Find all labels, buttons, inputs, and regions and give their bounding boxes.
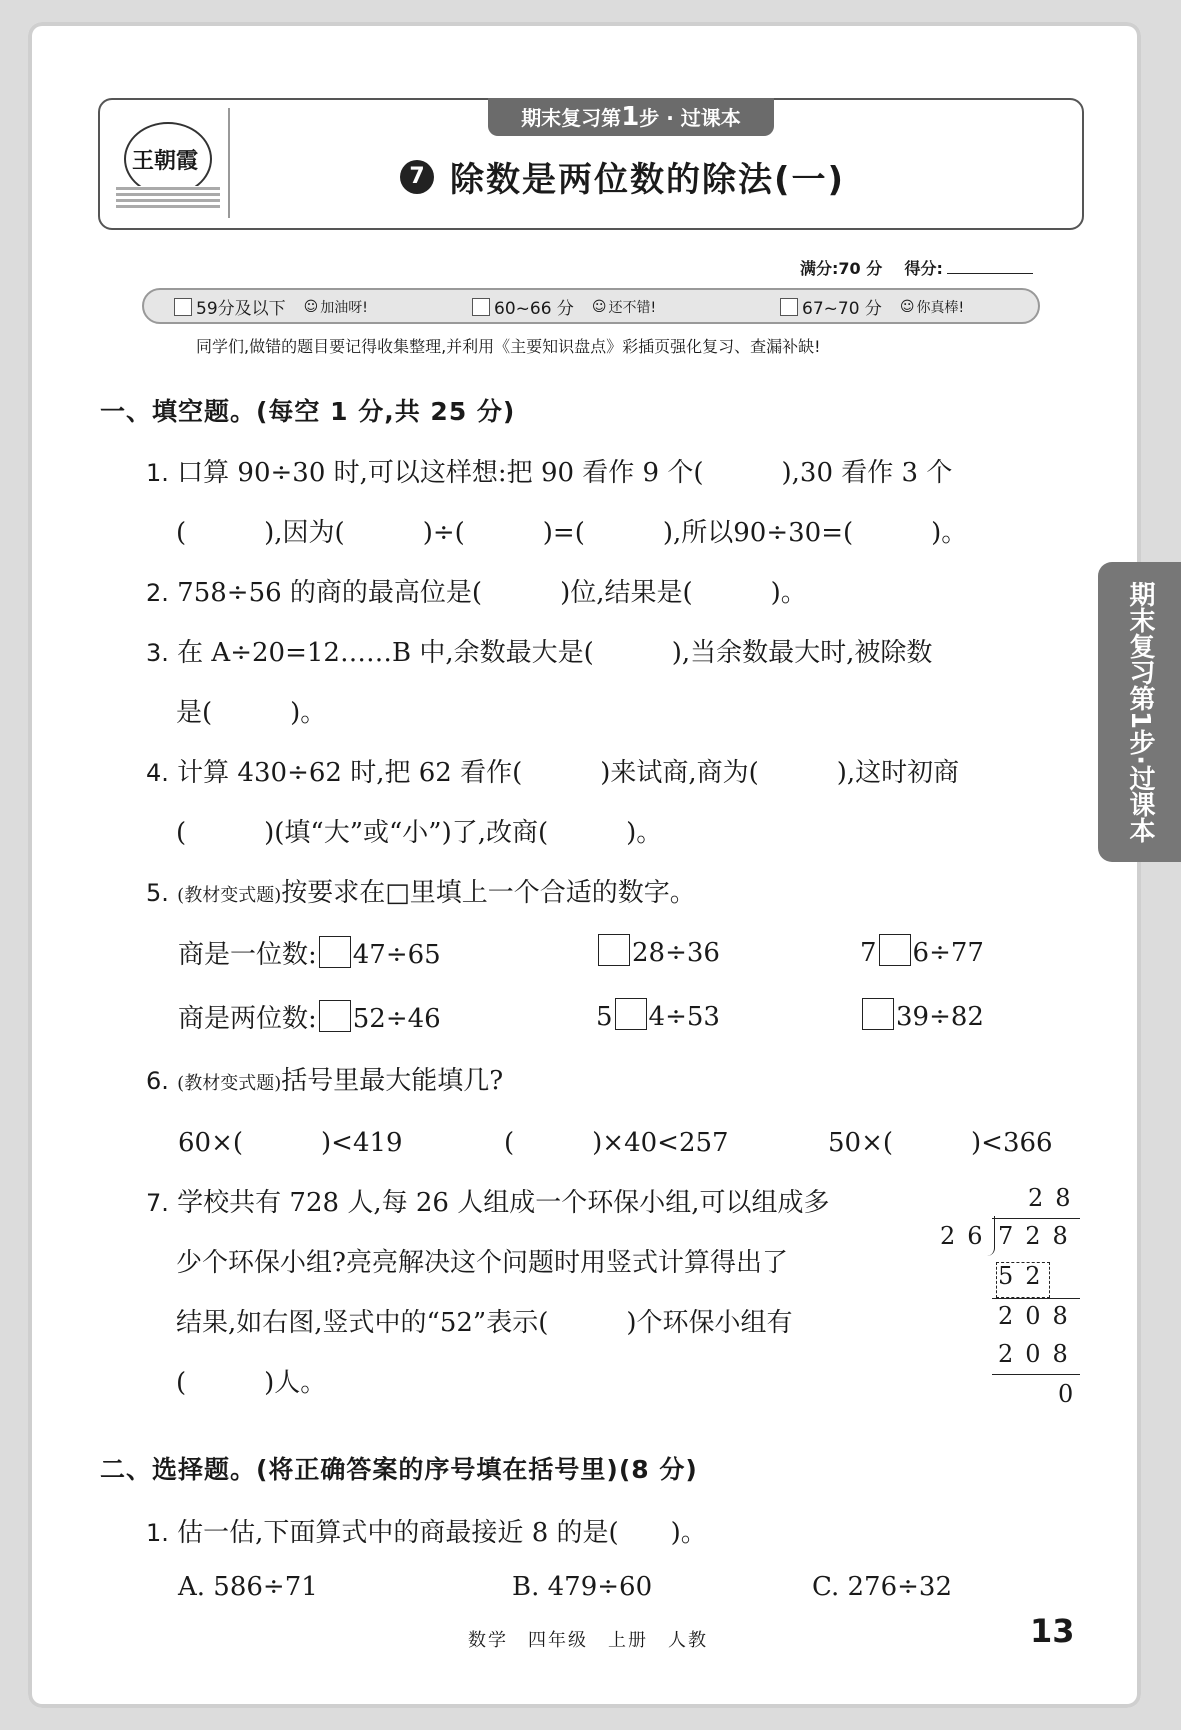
score-blank[interactable]: [947, 273, 1033, 274]
digit-prefix: 7: [860, 938, 877, 968]
rating-range: 67~70 分: [802, 299, 882, 319]
question-7-line-2: 少个环保小组?亮亮解决这个问题时用竖式计算得出了: [176, 1248, 788, 1278]
ld-line-2: [992, 1374, 1080, 1375]
ld-step-1: 52: [998, 1262, 1053, 1290]
row-label: 商是一位数:: [178, 940, 317, 970]
side-tab: 期末复习第1步·过课本: [1098, 562, 1181, 862]
question-7-line-4: ( )人。: [176, 1368, 327, 1398]
q6-item-2: ( )×40<257: [504, 1128, 729, 1158]
digit-prefix: 5: [596, 1002, 613, 1032]
rating-bar: [142, 288, 1040, 324]
full-score: 满分:70 分: [800, 259, 883, 278]
question-tag: (教材变式题): [177, 885, 282, 906]
digit-box[interactable]: [615, 998, 647, 1030]
rating-item: [780, 294, 964, 319]
page-number: 13: [1030, 1612, 1075, 1650]
question-text: 括号里最大能填几?: [281, 1066, 504, 1096]
question-5: [146, 872, 696, 909]
score-line: [800, 256, 1033, 279]
step-tab: [488, 98, 774, 136]
division-expr: 39÷82: [896, 1002, 984, 1032]
question-7-line-1: [146, 1182, 829, 1219]
question-number: 3.: [146, 639, 169, 667]
question-7-line-3: 结果,如右图,竖式中的“52”表示( )个环保小组有: [176, 1308, 793, 1338]
chapter-number-badge: 7: [400, 160, 434, 194]
rating-checkbox[interactable]: [472, 298, 490, 316]
q5-row-2: [178, 998, 441, 1035]
row-label: 商是两位数:: [178, 1004, 317, 1034]
question-number: 7.: [146, 1189, 169, 1217]
question-text: 计算 430÷62 时,把 62 看作( )来试商,商为( ),这时初商: [177, 758, 960, 788]
section-title-choice: 二、选择题。(将正确答案的序号填在括号里)(8 分): [100, 1455, 698, 1484]
question-number: 1.: [146, 459, 169, 487]
ld-dividend: 728: [998, 1222, 1080, 1250]
rating-range: 60~66 分: [494, 299, 574, 319]
ld-quotient: 28: [1028, 1184, 1083, 1212]
score-label: 得分:: [904, 259, 943, 278]
q5-row-1-item-2: [596, 934, 720, 968]
rating-item: [472, 294, 656, 319]
question-number: 5.: [146, 879, 169, 907]
step-number: 1: [621, 102, 640, 132]
ld-bracket: [986, 1216, 995, 1256]
question-text: 估一估,下面算式中的商最接近 8 的是( )。: [177, 1518, 707, 1548]
division-expr: 4÷53: [648, 1002, 720, 1032]
q5-row-2-item-3: [860, 998, 984, 1032]
rating-mood: 加油呀!: [320, 299, 368, 316]
q5-row-1: [178, 934, 441, 971]
division-expr: 6÷77: [912, 938, 984, 968]
rating-mood: 还不错!: [608, 299, 657, 316]
rating-range: 59分及以下: [196, 299, 286, 319]
question-tag: (教材变式题): [177, 1073, 282, 1094]
ld-line-1: [992, 1298, 1080, 1299]
chapter-title-text: 除数是两位数的除法(一): [450, 160, 846, 200]
option-a[interactable]: A. 586÷71: [178, 1572, 318, 1602]
question-4-line-2: ( )(填“大”或“小”)了,改商( )。: [176, 818, 663, 848]
ld-step-2: 208: [998, 1340, 1080, 1368]
rating-item: [174, 294, 368, 319]
ld-divisor: 26: [940, 1222, 995, 1250]
question-3-line-1: [146, 632, 932, 669]
option-c[interactable]: C. 276÷32: [812, 1572, 952, 1602]
ld-remainder-1: 208: [998, 1302, 1080, 1330]
question-text: 口算 90÷30 时,可以这样想:把 90 看作 9 个( ),30 看作 3 个: [177, 458, 953, 488]
question-2: [146, 572, 807, 609]
digit-box[interactable]: [319, 936, 351, 968]
question-6: [146, 1060, 503, 1097]
option-b[interactable]: B. 479÷60: [512, 1572, 653, 1602]
ld-bar: [992, 1218, 1080, 1219]
division-expr: 47÷65: [352, 940, 441, 970]
question-text: 按要求在□里填上一个合适的数字。: [281, 878, 696, 908]
division-expr: 52÷46: [352, 1004, 441, 1034]
step-label: 期末复习第: [521, 106, 622, 130]
rating-checkbox[interactable]: [780, 298, 798, 316]
rating-checkbox[interactable]: [174, 298, 192, 316]
digit-box[interactable]: [862, 998, 894, 1030]
question-text: 学校共有 728 人,每 26 人组成一个环保小组,可以组成多: [177, 1188, 830, 1218]
question-number: 6.: [146, 1067, 169, 1095]
digit-box[interactable]: [598, 934, 630, 966]
ld-remainder-2: 0: [1058, 1380, 1086, 1408]
question-number: 2.: [146, 579, 169, 607]
smiley-icon: ☺: [591, 298, 607, 315]
q6-item-1: 60×( )<419: [178, 1128, 403, 1158]
footer-info: 数学 四年级 上册 人教: [468, 1630, 708, 1651]
smiley-icon: ☺: [899, 298, 915, 315]
q6-item-3: 50×( )<366: [828, 1128, 1053, 1158]
question-1-line-2: ( ),因为( )÷( )=( ),所以90÷30=( )。: [176, 518, 968, 548]
logo-stripes: [116, 186, 220, 208]
question-4-line-1: [146, 752, 959, 789]
digit-box[interactable]: [319, 1000, 351, 1032]
division-expr: 28÷36: [632, 938, 720, 968]
digit-box[interactable]: [879, 934, 911, 966]
smiley-icon: ☺: [303, 298, 319, 315]
rating-mood: 你真棒!: [916, 299, 965, 316]
question-3-line-2: 是( )。: [176, 698, 327, 728]
question-number: 1.: [146, 1519, 169, 1547]
question-text: 在 A÷20=12……B 中,余数最大是( ),当余数最大时,被除数: [177, 638, 933, 668]
step-suffix: 步 · 过课本: [639, 106, 741, 130]
logo: [110, 108, 230, 218]
choice-question-1: [146, 1512, 707, 1549]
logo-name: 王朝霞: [132, 148, 199, 174]
question-1-line-1: [146, 452, 952, 489]
q5-row-1-item-3: [860, 934, 984, 968]
question-text: 758÷56 的商的最高位是( )位,结果是( )。: [177, 578, 807, 608]
instruction-note: 同学们,做错的题目要记得收集整理,并利用《主要知识盘点》彩插页强化复习、查漏补缺!: [196, 337, 821, 356]
section-title-fill-blank: 一、填空题。(每空 1 分,共 25 分): [100, 397, 516, 426]
chapter-title: [400, 152, 845, 201]
q5-row-2-item-2: [596, 998, 720, 1032]
question-number: 4.: [146, 759, 169, 787]
